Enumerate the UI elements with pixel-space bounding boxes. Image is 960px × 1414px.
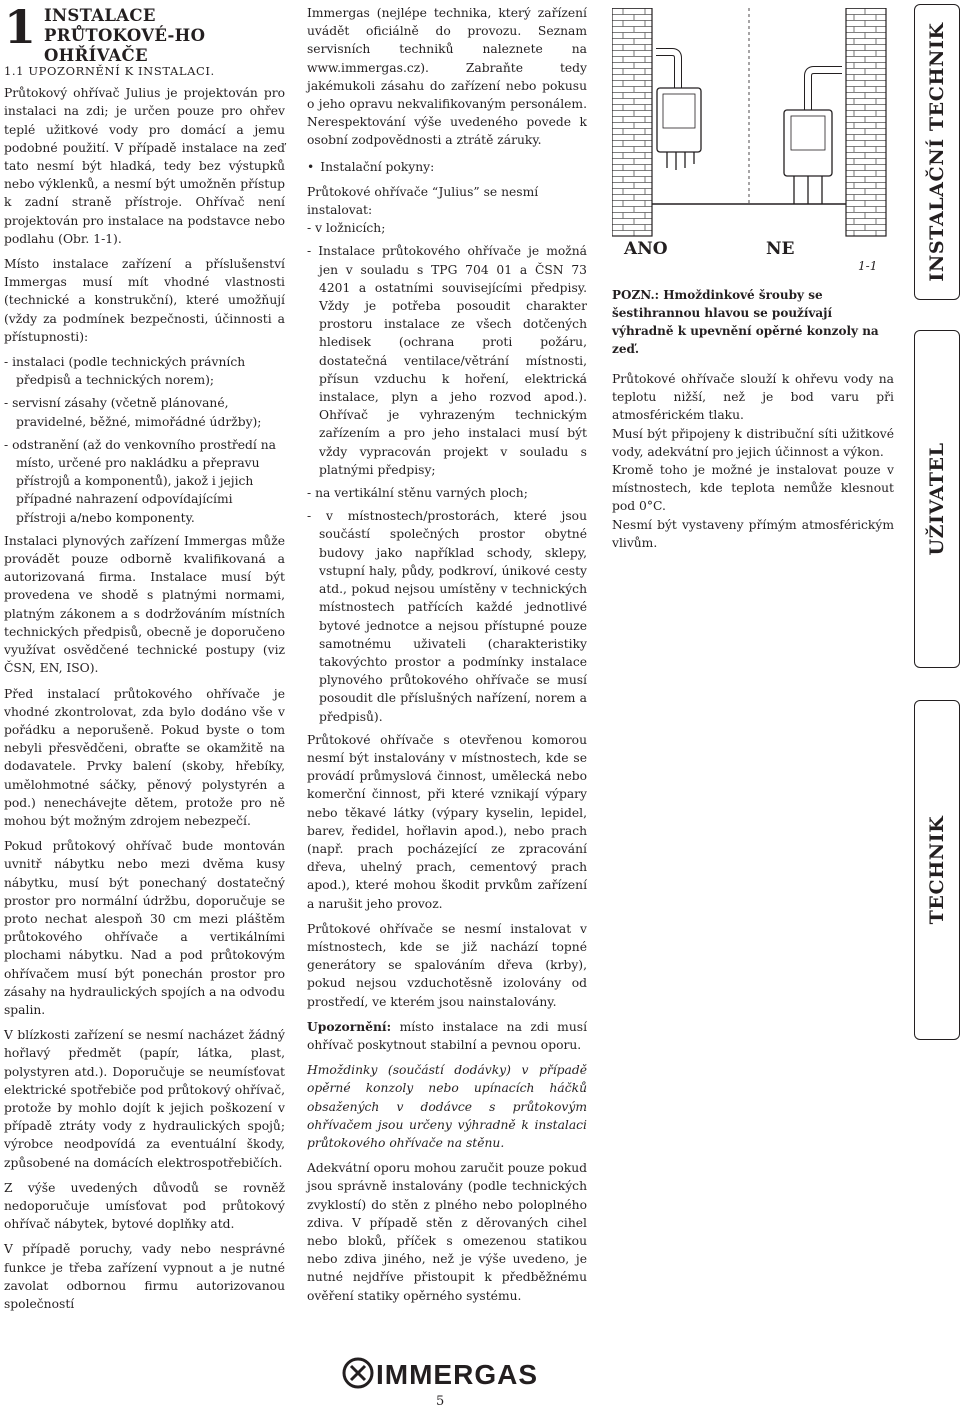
paragraph: Pokud průtokový ohřívač bude montován uvnitř nábytku nebo mezi dvěma kusy nábytku, musí být ponechaný dostatečný prostor pro normální údržbu, doporučuje se proto nechat alespoň 30 cm mezi pláštěm průtokového ohřívače a vertikálními plochami nábytku. Nad a pod průtokovým ohřívačem musí být ponechán prostor pro zásahy na hydraulických spojích a na odvodu spalin. [4, 839, 285, 1017]
chapter-title: INSTALACE PRŮTOKOVÉ-HO OHŘÍVAČE [44, 6, 206, 65]
paragraph: Průtokové ohřívače s otevřenou komorou nesmí být instalovány v místnostech, kde se provádí průmyslová činnost, umělecká nebo komerční činnost, při které vznikají výpary nebo těkavé látky (výpary kyselin, lepidel, barev, ředidel, hořlavin apod.), nebo prach (např. prach pocházející ze zpracování dřeva, uhelný prach, cementový prach apod.), které mohou škodit prvkům zařízení a narušit jeho provoz. [307, 732, 587, 911]
label-ne: NE [766, 239, 795, 259]
label-ano: ANO [624, 239, 668, 259]
dash-item: - v místnostech/prostorách, které jsou součástí společných prostor obytné budovy jako například schody, sklepy, vstupní haly, půdy, podkroví, únikové cesty atd., pokud nejsou umístěny v technických místnostech patřících každé jednotlivé bytové jednotce a nejsou přístupné pouze samotnému uživateli (charakteristiky takovýchto prostor a podmínky instalace plynového průtokového ohřívače se musí posoudit dle příslušných nařízení, norem a předpisů). [307, 509, 587, 724]
paragraph: Průtokové ohřívače “Julius” se nesmí instalovat: [307, 184, 539, 218]
paragraph: V případě poruchy, vady nebo nesprávné funkce je třeba zařízení vypnout a je nutné zavolat odbornou firmu autorizovanou společností [4, 1242, 285, 1311]
note: POZN.: Hmoždinkové šrouby se šestihrannou hlavou se používají výhradně k upevnění opěrné konzoly na zeď. [612, 288, 879, 356]
wall-left [612, 8, 652, 236]
paragraph: Musí být připojeny k distribuční síti užitkové vody, adekvátní pro jejich účinnost a výkon. [612, 426, 894, 459]
chapter-heading [4, 0, 285, 66]
dash-item: - na vertikální stěnu varných ploch; [307, 486, 528, 501]
paragraph: Nesmí být vystaveny přímým atmosférickým vlivům. [612, 517, 894, 550]
paragraph: Adekvátní oporu mohou zaručit pouze pokud jsou správně instalovány (podle technických zvyklostí) do stěn z plného nebo poloplného zdiva. V případě stěn z děrovaných cihel nebo bloků, příček s omezenou statikou nebo zdiva jiného, než je výše uvedeno, je nutné nejdříve přistoupit k předběžnému ověření statiky opěrného systému. [307, 1161, 587, 1303]
paragraph: Kromě toho je možné je instalovat pouze v místnostech, kde teplota nemůže klesnout pod 0°C. [612, 463, 894, 514]
page-number: 5 [436, 1394, 445, 1409]
heater-on-wall [656, 52, 701, 170]
italic-note: Hmoždinky (součástí dodávky) v případě opěrné konzoly nebo upínacích háčků obsažených v dodávce s průtokovým ohřívačem jsou určeny výhradně k instalaci průtokového ohřívače na stěnu. [307, 1063, 587, 1150]
paragraph: Průtokový ohřívač Julius je projektován pro instalaci na zdi; je určen pouze pro ohřev teplé užitkové vody pro domácí a jemu podobné použití. V případě instalace na zeď tato nesmí být hladká, tedy bez výstupků nebo výklenků, a nesmí být umožněn přístup k zadní straně přístroje. Ohřívač není projektován pro instalace na podstavce nebo podlahu (Obr. 1-1). [4, 86, 285, 246]
installation-illustration [612, 8, 897, 276]
tab-technician [914, 700, 960, 1040]
heater-on-floor [784, 70, 842, 204]
paragraph: Průtokové ohřívače slouží k ohřevu vody na teplotu nižší, než je bod varu při atmosférickém tlaku. [612, 372, 894, 423]
paragraph: Místo instalace zařízení a příslušenství Immergas musí mít vhodné vlastnosti (technické a konstrukční), které umožňují (vždy za podmínek bezpečnosti, účinnosti a přístupnosti): [4, 257, 285, 344]
wall-right [846, 8, 886, 236]
tab-user [914, 330, 960, 668]
dash-item: - instalaci (podle technických právních předpisů a technických norem); [4, 355, 246, 388]
chapter-number: 1 [4, 0, 37, 54]
column-1 [4, 0, 285, 1320]
tab-installation-technician [914, 4, 960, 300]
immergas-logo [342, 1356, 552, 1390]
paragraph: Immergas (nejlépe technika, který zařízení uvádět oficiálně do provozu. Seznam servisních techniků naleznete na www.immergas.cz). Zabraňte tedy jakémukoli zásahu do zařízení nebo pokusu o jeho opravu nekvalifikovaným personálem. Nerespektování výše uvedeného povede k osobní zodpovědnosti a ztrátě záruky. [307, 6, 587, 148]
warning-label: Upozornění: [307, 1018, 392, 1034]
tab-label: INSTALAČNÍ TECHNIK [926, 22, 948, 282]
tab-label: TECHNIK [926, 815, 948, 925]
dash-item: - servisní zásahy (včetně plánované, pravidelné, běžné, mimořádné údržby); [4, 396, 262, 429]
dash-item: - odstranění (až do venkovního prostředí na místo, určené pro nakládku a přepravu přístrojů a komponentů), jakož i jejich případné nahrazení odpovídajícími přístroji a/nebo komponenty. [4, 437, 277, 525]
bullet-heading: • Instalační pokyny: [307, 158, 587, 176]
column-2 [307, 4, 587, 1312]
paragraph: Před instalací průtokového ohřívače je vhodné zkontrolovat, zda bylo dodáno vše v pořádku a neporušeně. Pokud byste o tom nebyli přesvědčeni, obraťte se okamžitě na dodavatele. Prvky balení (skoby, hřebíky, umělohmotné sáčky, pěnový polystyrén a pod.) nenechávejte dětem, protože pro ně mohou být možným zdrojem nebezpečí. [4, 686, 285, 828]
dash-item: - v ložnicích; [307, 221, 386, 236]
paragraph: Instalaci plynových zařízení Immergas může provádět pouze odborně kvalifikovaná a autorizovaná firma. Instalace musí být provedena ve shodě s platnými normami, platným zákonem a s dodržováním místních technických předpisů, obecně je doporučeno využívat osvědčené technické postupy (viz ČSN, EN, ISO). [4, 533, 285, 676]
warning-text: místo instalace na zdi musí ohřívač poskytnout stabilní a pevnou oporu. [307, 1019, 587, 1052]
column-3 [612, 286, 894, 552]
dash-item: - Instalace průtokového ohřívače je možná jen v souladu s TPG 704 01 a ČSN 73 4201 a ostatními souvisejícími předpisy. Vždy je potřeba posoudit charakter prostoru instalace ze všech dotčených hledisek (ochrana proti požáru, dostatečná ventilace/větrání místnosti, přísun vzduchu k hoření, elektrická instalace, plyn a jeho rozvod apod.). Ohřívač je vyhrazeným technickým zařízením a pro jeho instalaci musí být vždy vypracován projekt v souladu s platnými předpisy; [307, 244, 587, 477]
figure-number: 1-1 [858, 259, 878, 273]
warning-paragraph [307, 1018, 587, 1054]
tab-label: UŽIVATEL [926, 442, 948, 556]
paragraph: V blízkosti zařízení se nesmí nacházet žádný hořlavý předmět (papír, látka, plast, polystyren atd.). Doporučuje se neumísťovat elektrické spotřebiče pod průtokový ohřívač, protože by mohlo dojít k jejich poškození v případě ztráty vody z hydraulických spojů; výrobce neodpovídá za eventuální škody, způsobené na domácích elektrospotřebičích. [4, 1028, 285, 1170]
paragraph: Z výše uvedených důvodů se rovněž nedoporučuje umísťovat pod průtokový ohřívač nábytek, bytové doplňky atd. [4, 1180, 285, 1232]
logo-text: IMMERGAS [376, 1359, 538, 1390]
paragraph: Průtokové ohřívače se nesmí instalovat v místnostech, kde se již nachází topné generátory se spalováním dřeva (krby), pokud nejsou vzduchotěsně izolovány od prostředí, ve kterém jsou nainstalovány. [307, 921, 587, 1009]
section-heading: 1.1 UPOZORNĚNÍ K INSTALACI. [4, 64, 215, 78]
